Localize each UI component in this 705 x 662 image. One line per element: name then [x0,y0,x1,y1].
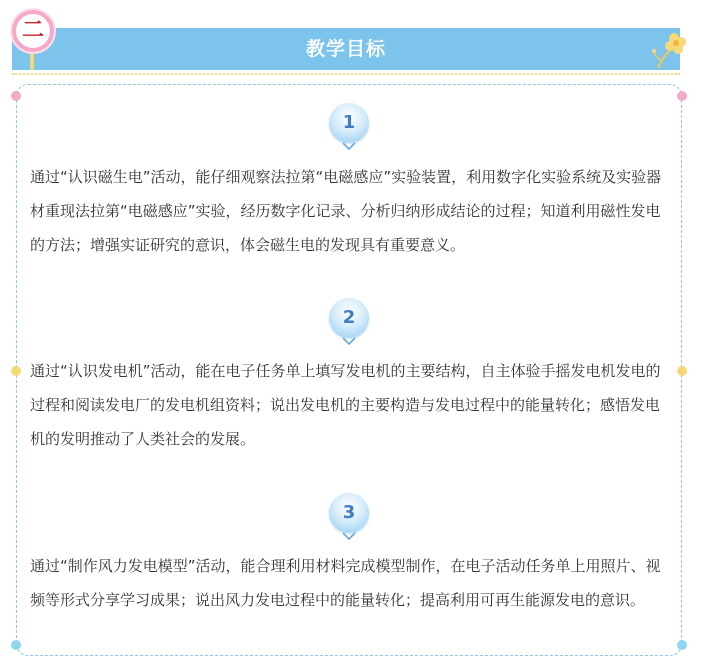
objective-number: 2 [342,307,356,328]
objective-number-badge [329,298,369,338]
chevron-down-icon [342,532,356,540]
objective-text: 通过“认识发电机”活动，能在电子任务单上填写发电机的主要结构，自主体验手摇发电机发电的过程和阅读发电厂的发电机组资料；说出发电机的主要构造与发电过程中的能量转化；感悟发电机的发明推动了人类社会的发展。 [30,362,661,448]
section-number: 二 [21,18,44,43]
flower-icon [648,28,692,72]
section-title: 教学目标 [305,38,386,60]
header-bar [12,28,680,70]
objective-number-badge [329,493,369,533]
objective-number: 1 [342,112,356,133]
chevron-down-icon [342,142,356,150]
objective-text: 通过“制作风力发电模型”活动，能合理利用材料完成模型制作，在电子活动任务单上用照片、视频等形式分享学习成果；说出风力发电过程中的能量转化；提高利用可再生能源发电的意识。 [30,557,661,609]
chevron-down-icon [342,337,356,345]
frame-corner-dot [11,640,21,650]
frame-corner-dot [677,91,687,101]
badge-stem-decoration [30,50,34,70]
objective-number: 3 [342,502,356,523]
frame-side-dot [677,366,687,376]
section-number-badge [12,10,54,52]
objective-number-badge [329,103,369,143]
frame-corner-dot [677,640,687,650]
objective-text: 通过“认识磁生电”活动，能仔细观察法拉第“电磁感应”实验装置，利用数字化实验系统及实验器材重现法拉第“电磁感应”实验，经历数字化记录、分析归纳形成结论的过程；知道利用磁性发电的方法；增强实证研究的意识，体会磁生电的发现具有重要意义。 [30,168,662,254]
frame-side-dot [11,366,21,376]
header-divider [12,73,680,75]
frame-corner-dot [11,91,21,101]
